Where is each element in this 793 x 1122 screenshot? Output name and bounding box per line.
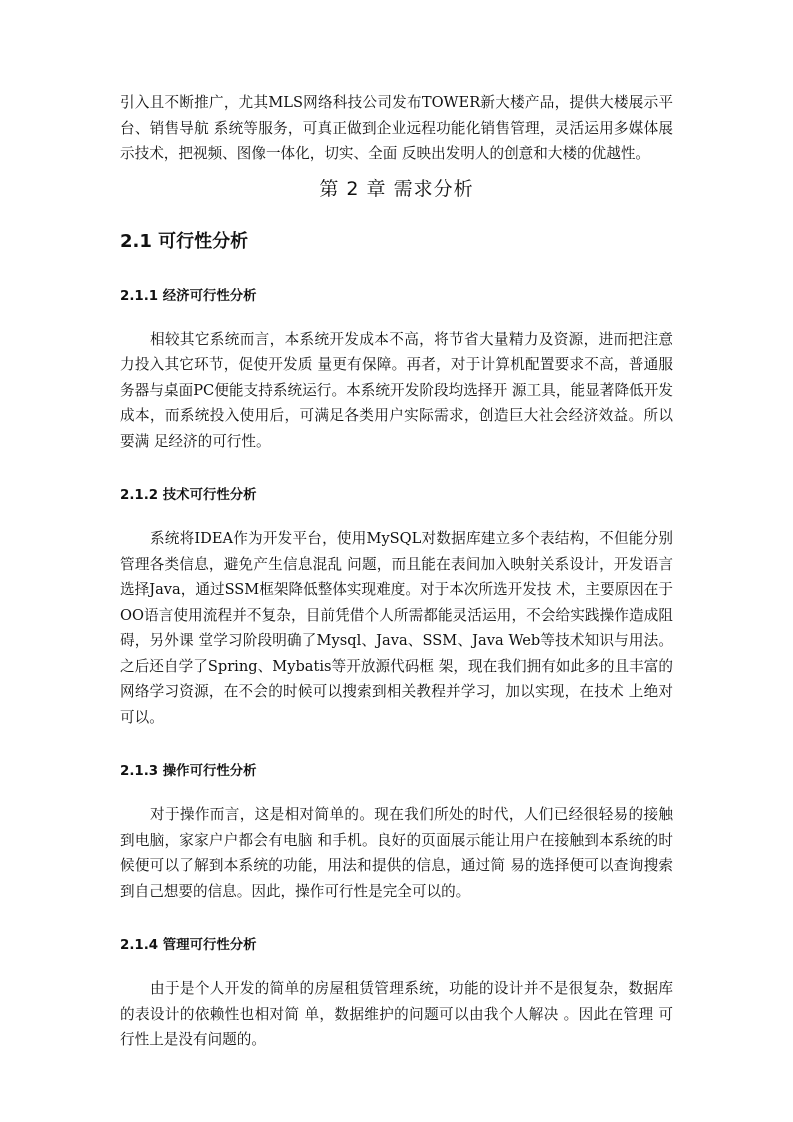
chapter-title: 第 2 章 需求分析 — [319, 177, 474, 200]
page-content — [120, 90, 673, 1053]
paragraph-management: 由于是个人开发的简单的房屋租赁管理系统，功能的设计并不是很复杂，数据库的表设计的依赖性也相对简 单，数据维护的问题可以由我个人解决 。因此在管理 可行性上是没有问题的。 — [120, 980, 673, 1048]
paragraph-technical: 系统将IDEA作为开发平台，使用MySQL对数据库建立多个表结构，不但能分别管理各类信息，避免产生信息混乱 问题，而且能在表间加入映射关系设计，开发语言选择Java，通过SSM框架降低整体实现难度。对于本次所选开发技 术，主要原因在于OO语言使用流程并不复杂，目前凭借个人所需都能灵活运用，不会给实践操作造成阻碍，另外课 堂学习阶段明确了Mysql、Java、SSM、Java Web等技术知识与用法。之后还自学了Spring、Mybatis等开放源代码框 架，现在我们拥有如此多的且丰富的网络学习资源，在不会的时候可以搜索到相关教程并学习，加以实现，在技术 上绝对可以。 — [120, 530, 673, 726]
subsection-title-management: 2.1.4 管理可行性分析 — [120, 938, 257, 953]
subsection-title-operational: 2.1.3 操作可行性分析 — [120, 764, 257, 779]
paragraph-economic: 相较其它系统而言，本系统开发成本不高，将节省大量精力及资源，进而把注意力投入其它环节，促使开发质 量更有保障。再者，对于计算机配置要求不高，普通服务器与桌面PC便能支持系统运行。本系统开发阶段均选择开 源工具，能显著降低开发成本，而系统投入使用后，可满足各类用户实际需求，创造巨大社会经济效益。所以要满 足经济的可行性。 — [120, 330, 673, 450]
section-title: 2.1 可行性分析 — [120, 230, 249, 252]
subsection-title-economic: 2.1.1 经济可行性分析 — [120, 288, 257, 304]
paragraph-operational: 对于操作而言，这是相对简单的。现在我们所处的时代，人们已经很轻易的接触到电脑，家家户户都会有电脑 和手机。良好的页面展示能让用户在接触到本系统的时候便可以了解到本系统的功能，用法和提供的信息，通过简 易的选择便可以查询搜索到自己想要的信息。因此，操作可行性是完全可以的。 — [120, 806, 673, 900]
subsection-title-technical: 2.1.2 技术可行性分析 — [120, 488, 257, 503]
intro-paragraph: 引入且不断推广，尤其MLS网络科技公司发布TOWER新大楼产品，提供大楼展示平台、销售导航 系统等服务，可真正做到企业远程功能化销售管理，灵活运用多媒体展示技术，把视频、图像一体化，切实、全面 反映出发明人的创意和大楼的优越性。 — [120, 94, 673, 162]
